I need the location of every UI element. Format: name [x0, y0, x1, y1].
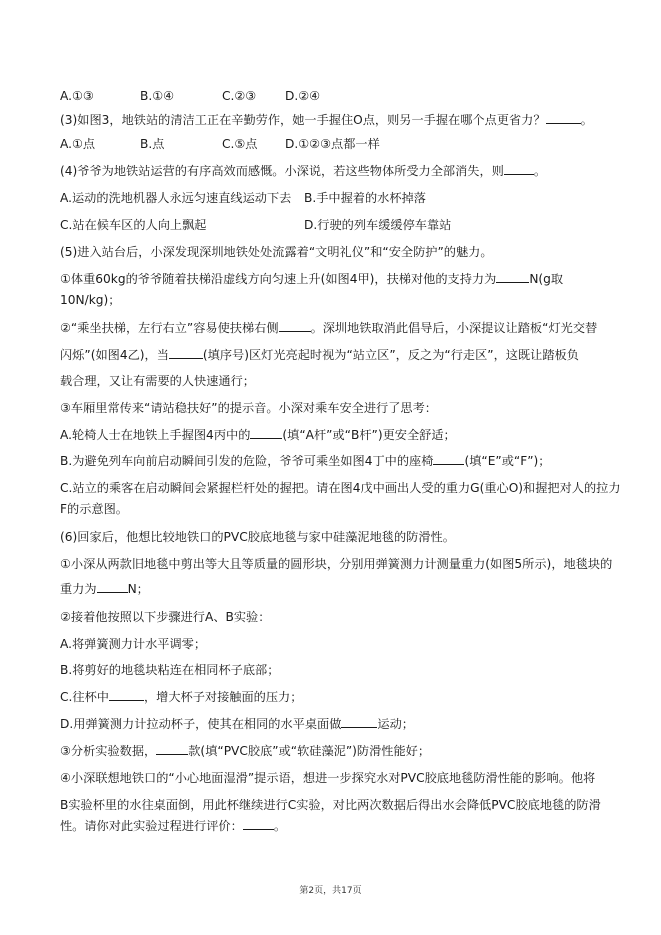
text-line — [60, 716, 605, 732]
line-text: 重力为 — [60, 582, 97, 596]
text-line — [60, 501, 605, 517]
option-c-row2: C.⑤点 — [222, 137, 258, 151]
text-line — [60, 689, 605, 705]
text-line — [60, 112, 605, 128]
answer-blank[interactable] — [546, 112, 581, 124]
text-line — [60, 292, 605, 308]
option-d-row5: D.行驶的列车缓缓停车靠站 — [304, 218, 452, 232]
line-text: ①体重60kg的爷爷随着扶梯沿虚线方向匀速上升(如图4甲)，扶梯对他的支持力为 — [60, 272, 497, 286]
line-text: ③分析实验数据， — [60, 744, 157, 758]
answer-blank[interactable] — [109, 689, 144, 701]
answer-blank[interactable] — [341, 716, 377, 728]
text-line — [60, 373, 605, 389]
answer-blank[interactable] — [279, 320, 311, 332]
line-text: ③车厢里常传来“请站稳扶好”的提示音。小深对乘车安全进行了思考： — [60, 401, 437, 415]
line-text: A.①点 — [60, 137, 96, 151]
line-text: 载合理，又让有需要的人快速通行； — [60, 374, 255, 388]
page-footer: 第2页，共17页 — [299, 886, 362, 896]
text-line — [60, 636, 605, 652]
text-line — [60, 556, 613, 572]
line-text: N(g取 — [529, 272, 564, 286]
text-line — [60, 453, 605, 469]
text-line — [60, 529, 605, 545]
line-text: ②接着他按照以下步骤进行A、B实验： — [60, 610, 271, 624]
line-text: B.为避免列车向前启动瞬间引发的危险，爷爷可乘坐如图4丁中的座椅 — [60, 454, 434, 468]
answer-blank[interactable] — [169, 347, 203, 359]
line-text: ，增大杯子对接触面的压力； — [143, 690, 303, 704]
text-line — [60, 163, 605, 179]
line-text: (填“E”或“F”)； — [464, 454, 551, 468]
line-text: C.站立的乘客在启动瞬间会紧握栏杆处的握把。请在图4戊中画出人受的重力G(重心O)和握把对人的拉力 — [60, 481, 621, 495]
option-d-row0: D.②④ — [285, 89, 321, 103]
answer-blank[interactable] — [433, 453, 464, 465]
answer-blank[interactable] — [496, 271, 529, 283]
text-line — [60, 743, 605, 759]
answer-blank[interactable] — [250, 427, 282, 439]
line-text: (填序号)区灯光亮起时视为“站立区”，反之为“行走区”，这既让踏板负 — [202, 348, 579, 362]
line-text: (3)如图3，地铁站的清洁工正在辛勤劳作，她一手握住O点，则另一手握在哪个点更省力？ — [60, 113, 546, 127]
text-line — [60, 347, 605, 363]
line-text: ①小深从两款旧地毯中剪出等大且等质量的圆形块，分别用弹簧测力计测量重力(如图5所示)，地毯块的 — [60, 557, 613, 571]
line-text: (4)爷爷为地铁站运营的有序高效而感慨。小深说，若这些物体所受力全部消失，则 — [60, 164, 504, 178]
text-line — [60, 320, 605, 336]
line-text: B.将剪好的地毯块粘连在相同杯子底部； — [60, 663, 280, 677]
text-line — [60, 581, 605, 597]
line-text: 性。请你对此实验过程进行评价： — [60, 819, 243, 833]
line-text: 。深圳地铁取消此倡导后，小深提议让踏板“灯光交替 — [310, 321, 598, 335]
answer-blank[interactable] — [156, 743, 188, 755]
text-line — [60, 427, 605, 443]
text-line — [60, 400, 605, 416]
line-text: N； — [127, 582, 149, 596]
answer-blank[interactable] — [243, 818, 274, 830]
option-b-row2: B.点 — [140, 137, 165, 151]
line-text: (填“A杆”或“B杆”)更安全舒适； — [282, 428, 456, 442]
line-text: C.站在候车区的人向上飘起 — [60, 218, 207, 232]
text-line — [60, 244, 605, 260]
line-text: B实验杯里的水往桌面倒，用此杯继续进行C实验，对比两次数据后得出水会降低PVC胶底地毯的防滑 — [60, 798, 601, 812]
line-text: F的示意图。 — [60, 502, 128, 516]
line-text: 10N/kg)； — [60, 293, 121, 307]
answer-blank[interactable] — [504, 163, 534, 175]
line-text: A.将弹簧测力计水平调零； — [60, 637, 207, 651]
line-text: 款(填“PVC胶底”或“软硅藻泥”)防滑性能好； — [188, 744, 431, 758]
option-d-row2: D.①②③点都一样 — [285, 137, 380, 151]
text-line — [60, 271, 605, 287]
text-line — [60, 662, 605, 678]
line-text: C.往杯中 — [60, 690, 109, 704]
text-line — [60, 480, 621, 496]
text-line — [60, 609, 605, 625]
line-text: ④小深联想地铁口的“小心地面湿滑”提示语，想进一步探究水对PVC胶底地毯防滑性能的影响。他将 — [60, 771, 596, 785]
line-text: D.用弹簧测力计拉动杯子，使其在相同的水平桌面做 — [60, 717, 342, 731]
text-line — [60, 818, 605, 834]
text-line — [60, 797, 605, 813]
line-text: ②“乘坐扶梯，左行右立”容易使扶梯右侧 — [60, 321, 279, 335]
text-line — [60, 770, 605, 786]
line-text: 。 — [533, 164, 547, 178]
line-text: 。 — [273, 819, 286, 833]
line-text: A.运动的洗地机器人永远匀速直线运动下去 — [60, 191, 292, 205]
option-b-row0: B.①④ — [140, 89, 175, 103]
answer-blank[interactable] — [97, 581, 128, 593]
line-text: (5)进入站台后，小深发现深圳地铁处处流露着“文明礼仪”和“安全防护”的魅力。 — [60, 245, 493, 259]
line-text: 闪烁”(如图4乙)，当 — [60, 348, 169, 362]
option-c-row0: C.②③ — [222, 89, 257, 103]
line-text: 运动； — [377, 717, 414, 731]
line-text: (6)回家后，他想比较地铁口的PVC胶底地毯与家中硅藻泥地毯的防滑性。 — [60, 530, 455, 544]
option-b-row4: B.手中握着的水杯掉落 — [304, 191, 426, 205]
line-text: 。 — [580, 113, 593, 127]
line-text: A.轮椅人士在地铁上手握图4丙中的 — [60, 428, 251, 442]
line-text: A.①③ — [60, 89, 94, 103]
